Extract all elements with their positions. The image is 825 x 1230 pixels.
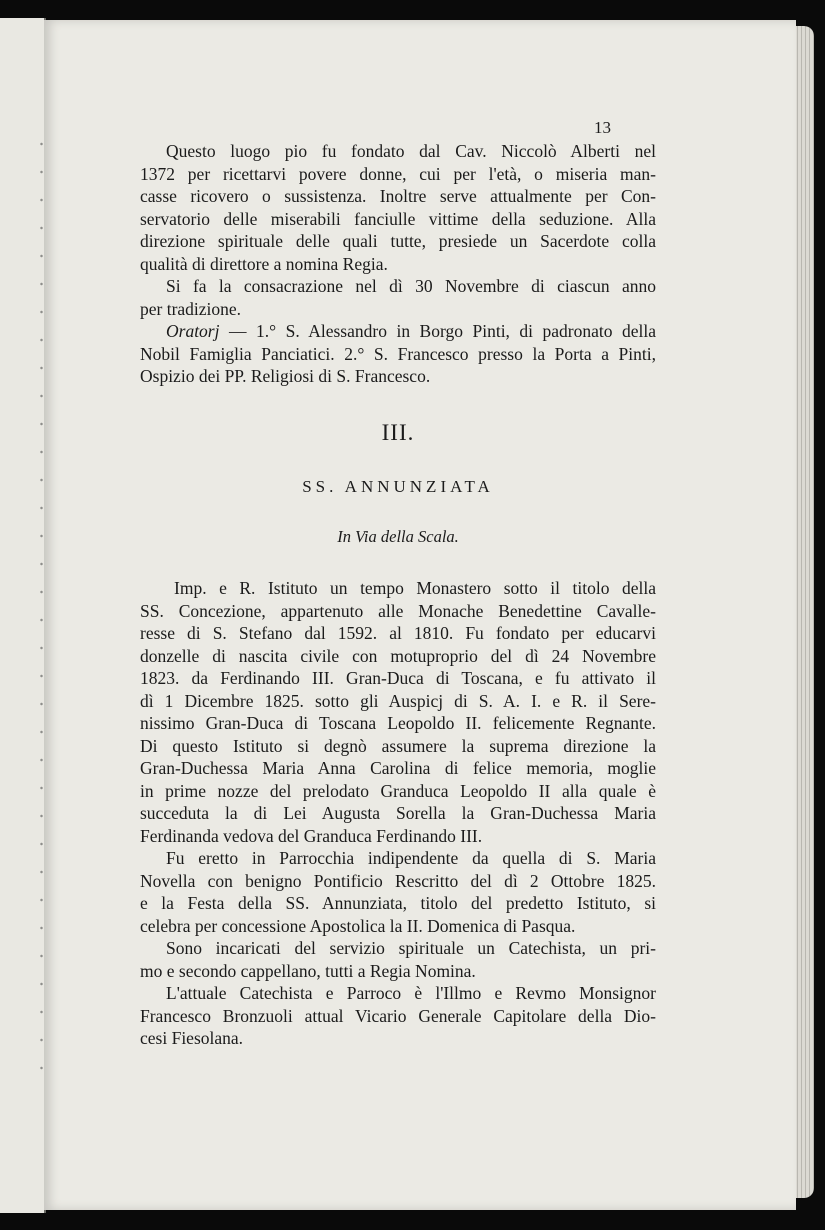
text-line: mo e secondo cappellano, tutti a Regia Nomina. (140, 960, 476, 981)
text-line: Sono incaricati del servizio spirituale un Catechista, un pri- (166, 938, 656, 958)
section-subtitle: In Via della Scala. (337, 527, 459, 546)
text-line: Nobil Famiglia Panciatici. 2.° S. Francesco presso la Porta a Pinti, (140, 343, 656, 364)
oratorj-text: — 1.° S. Alessandro in Borgo Pinti, di padronato della (228, 321, 656, 341)
left-page-binding (40, 130, 43, 1080)
text-line: donzelle di nascita civile con motuproprio del dì 24 Novembre (140, 645, 656, 666)
page-text (140, 140, 656, 1048)
section-number: III. (381, 420, 415, 445)
oratorj-label: Oratorj (166, 321, 220, 341)
text-line: succeduta la di Lei Augusta Sorella la Gran-Duchessa Maria (140, 803, 656, 823)
text-line: Fu eretto in Parrocchia indipendente da quella di S. Maria (166, 848, 656, 868)
section-title: SS. ANNUNZIATA (302, 477, 494, 496)
text-line: Questo luogo pio fu fondato dal Cav. Niccolò Alberti nel (166, 141, 656, 161)
text-line: cesi Fiesolana. (140, 1028, 244, 1048)
text-line: Francesco Bronzuoli attual Vicario Generale Capitolare della Dio- (140, 1005, 656, 1026)
text-line: e la Festa della SS. Annunziata, titolo del predetto Istituto, si (140, 893, 656, 913)
text-line: Ospizio dei PP. Religiosi di S. Francesco. (140, 366, 431, 386)
section-body (140, 577, 656, 1050)
text-line: 1372 per ricettarvi povere donne, cui per l'età, o miseria man- (140, 163, 656, 184)
text-line: Gran-Duchessa Maria Anna Carolina di felice memoria, moglie (140, 758, 656, 778)
text-line: SS. Concezione, appartenuto alle Monache Benedettine Cavalle- (140, 600, 656, 621)
text-line: celebra per concessione Apostolica la II. Domenica di Pasqua. (140, 915, 576, 936)
text-line: Di questo Istituto si degnò assumere la suprema direzione la (140, 735, 656, 756)
text-line: qualità di direttore a nomina Regia. (140, 253, 388, 274)
text-line: in prime nozze del prelodato Granduca Leopoldo II alla quale è (140, 780, 656, 801)
text-line: resse di S. Stefano dal 1592. al 1810. Fu fondato per educarvi (140, 623, 656, 643)
text-line: L'attuale Catechista e Parroco è l'Illmo e Revmo Monsignor (166, 983, 656, 1003)
text-line: direzione spirituale delle quali tutte, presiede un Sacerdote colla (140, 231, 656, 251)
text-line: dì 1 Dicembre 1825. sotto gli Auspicj di S. A. I. e R. il Sere- (140, 690, 656, 711)
text-line: 1823. da Ferdinando III. Gran-Duca di Toscana, e fu attivato il (140, 668, 656, 688)
intro-paragraph (140, 140, 656, 388)
book-page (44, 20, 796, 1210)
text-line: servatorio delle miserabili fanciulle vittime della seduzione. Alla (140, 208, 656, 229)
text-line (140, 320, 656, 343)
text-line: Imp. e R. Istituto un tempo Monastero sotto il titolo della (174, 578, 656, 598)
text-line: Novella con benigno Pontificio Rescritto del dì 2 Ottobre 1825. (140, 870, 656, 891)
page-number: 13 (594, 118, 611, 137)
text-line: nissimo Gran-Duca di Toscana Leopoldo II. felicemente Regnante. (140, 713, 656, 733)
text-line: Ferdinanda vedova del Granduca Ferdinando III. (140, 825, 483, 846)
text-line: casse ricovero o sussistenza. Inoltre serve attualmente per Con- (140, 186, 656, 206)
text-line: Si fa la consacrazione nel dì 30 Novembre di ciascun anno (166, 276, 656, 296)
text-line: per tradizione. (140, 298, 242, 319)
